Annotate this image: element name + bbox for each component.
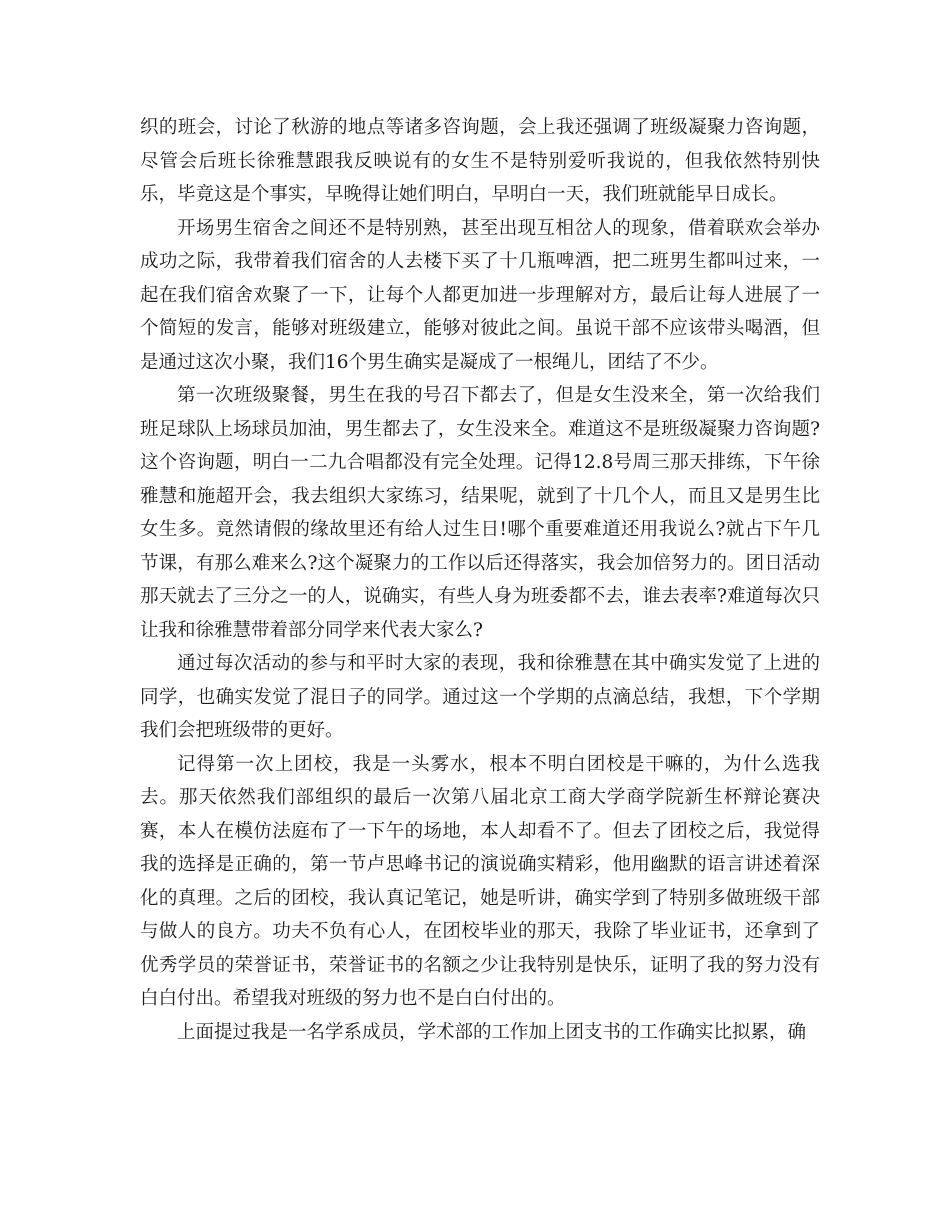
document-body <box>140 111 820 1049</box>
paragraph-5: 记得第一次上团校，我是一头雾水，根本不明白团校是干嘛的，为什么选我去。那天依然我们部组织的最后一次第八届北京工商大学商学院新生杯辩论赛决赛，本人在模仿法庭布了一下午的场地，本人却看不了。但去了团校之后，我觉得我的选择是正确的，第一节卢思峰书记的演说确实精彩，他用幽默的语言讲述着深化的真理。之后的团校，我认真记笔记，她是听讲，确实学到了特别多做班级干部与做人的良方。功夫不负有心人，在团校毕业的那天，我除了毕业证书，还拿到了优秀学员的荣誉证书，荣誉证书的名额之少让我特别是快乐，证明了我的努力没有白白付出。希望我对班级的努力也不是白白付出的。 <box>140 753 820 1009</box>
paragraph-3: 第一次班级聚餐，男生在我的号召下都去了，但是女生没来全，第一次给我们班足球队上场球员加油，男生都去了，女生没来全。难道这不是班级凝聚力咨询题?这个咨询题，明白一二九合唱都没有完全处理。记得12.8号周三那天排练，下午徐雅慧和施超开会，我去组织大家练习，结果呢，就到了十几个人，而且又是男生比女生多。竟然请假的缘故里还有给人过生日!哪个重要难道还用我说么?就占下午几节课，有那么难来么?这个凝聚力的工作以后还得落实，我会加倍努力的。团日活动那天就去了三分之一的人，说确实，有些人身为班委都不去，谁去表率?难道每次只让我和徐雅慧带着部分同学来代表大家么? <box>140 385 820 641</box>
paragraph-1: 织的班会，讨论了秋游的地点等诸多咨询题，会上我还强调了班级凝聚力咨询题，尽管会后班长徐雅慧跟我反映说有的女生不是特别爱听我说的，但我依然特别快乐，毕竟这是个事实，早晚得让她们明白，早明白一天，我们班就能早日成长。 <box>140 117 820 205</box>
paragraph-4: 通过每次活动的参与和平时大家的表现，我和徐雅慧在其中确实发觉了上进的同学，也确实发觉了混日子的同学。通过这一个学期的点滴总结，我想，下个学期我们会把班级带的更好。 <box>140 653 820 741</box>
paragraph-6: 上面提过我是一名学系成员，学术部的工作加上团支书的工作确实比拟累，确 <box>177 1021 807 1043</box>
paragraph-2: 开场男生宿舍之间还不是特别熟，甚至出现互相岔人的现象，借着联欢会举办成功之际，我带着我们宿舍的人去楼下买了十几瓶啤酒，把二班男生都叫过来，一起在我们宿舍欢聚了一下，让每个人都更加进一步理解对方，最后让每人进展了一个简短的发言，能够对班级建立，能够对彼此之间。虽说干部不应该带头喝酒，但是通过这次小聚，我们16个男生确实是凝成了一根绳儿，团结了不少。 <box>140 217 820 373</box>
